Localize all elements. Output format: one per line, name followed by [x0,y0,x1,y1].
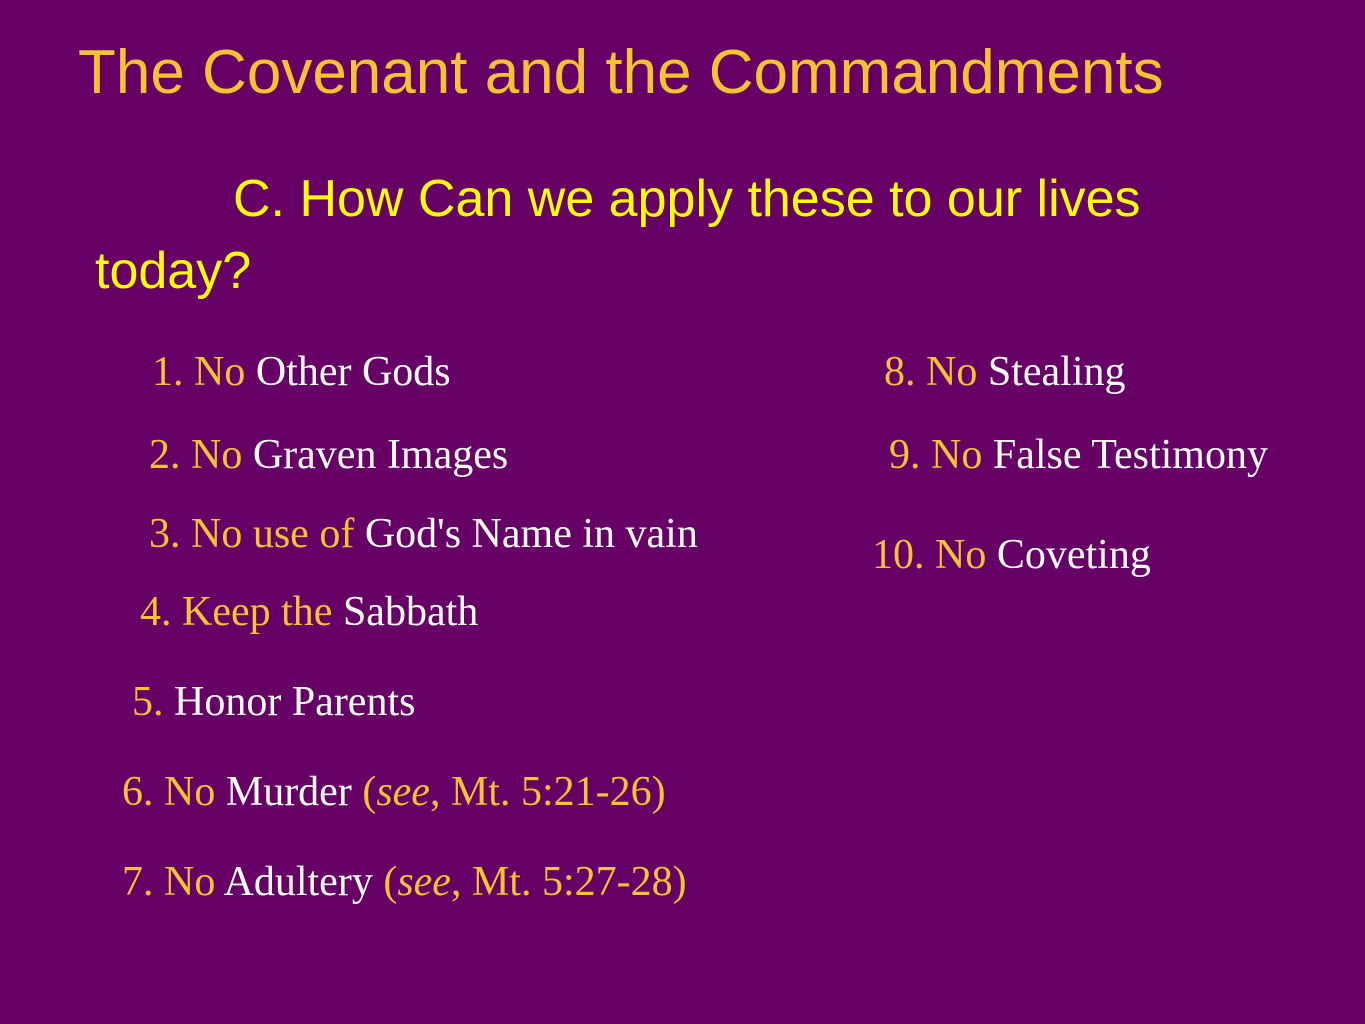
commandment-number: 8. [884,349,926,395]
commandment-1 [152,347,451,397]
commandment-subject: False Testimony [992,432,1268,478]
commandment-8 [884,347,1126,397]
commandment-subject: Coveting [996,532,1151,578]
commandment-prefix: No use of [191,511,365,557]
commandment-prefix: No [931,432,993,478]
commandment-subject: Murder [225,769,352,815]
commandment-number: 2. [149,432,191,478]
commandment-2 [149,430,508,480]
commandment-number: 6. [122,769,164,815]
commandment-prefix: No [164,769,226,815]
commandment-10 [872,530,1151,580]
commandment-prefix: No [926,349,988,395]
commandment-prefix: Keep the [182,589,343,635]
commandment-number: 4. [140,589,182,635]
commandment-3 [149,509,698,559]
scripture-ref: , Mt. 5:21-26) [429,769,666,815]
commandment-prefix: No [194,349,256,395]
scripture-ref-see: see [397,859,451,905]
commandment-subject: Graven Images [252,432,509,478]
commandment-subject: Other Gods [255,349,451,395]
commandment-subject: Sabbath [342,589,479,635]
commandment-6 [122,767,666,817]
commandment-number: 10. [872,532,935,578]
slide-subtitle [95,163,1325,307]
commandment-5 [132,677,415,727]
subtitle-line-2: today? [95,242,252,300]
subtitle-line-1: C. How Can we apply these to our lives [233,170,1141,228]
commandment-7 [122,857,687,907]
scripture-ref-see: see [376,769,430,815]
commandment-subject: Stealing [987,349,1126,395]
commandment-prefix: No [164,859,224,905]
commandment-number: 9. [889,432,931,478]
commandment-subject: Honor Parents [174,679,416,725]
scripture-ref-open: ( [351,769,377,815]
commandment-prefix: No [935,532,997,578]
commandment-prefix: No [191,432,253,478]
commandment-4 [140,587,478,637]
commandment-subject: Adultery [223,859,373,905]
commandment-9 [889,430,1268,480]
slide-title: The Covenant and the Commandments [78,38,1164,107]
commandment-number: 1. [152,349,194,395]
scripture-ref-open: ( [372,859,398,905]
commandment-subject: God's Name in vain [364,511,698,557]
commandment-number: 3. [149,511,191,557]
commandment-number: 5. [132,679,174,725]
scripture-ref: , Mt. 5:27-28) [450,859,687,905]
commandment-number: 7. [122,859,164,905]
